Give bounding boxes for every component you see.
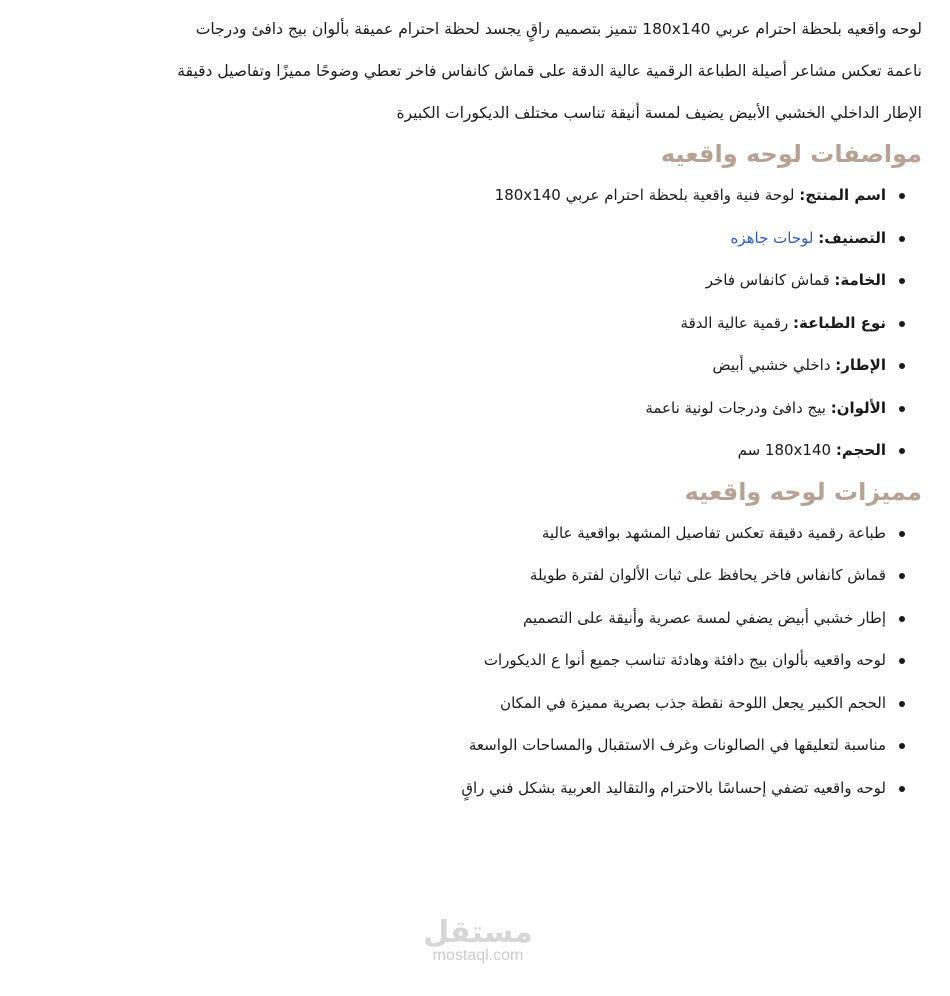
bullet-icon	[899, 448, 905, 454]
bullet-icon	[899, 278, 905, 284]
features-list	[30, 512, 922, 810]
spec-label: الإطار:	[835, 356, 886, 374]
spec-value: 180x140 سم	[737, 441, 836, 459]
feature-item	[30, 554, 910, 597]
watermark-arabic: مستقل	[423, 915, 533, 950]
intro-line: لوحه واقعيه بلحظة احترام عربي 180x140 تتميز بتصميم راقٍ يجسد لحظة احترام عميقة بألوان بيج دافئ ودرجات	[195, 20, 922, 38]
bullet-icon	[899, 363, 905, 369]
bullet-icon	[899, 701, 905, 707]
bullet-icon	[899, 616, 905, 622]
feature-item	[30, 724, 910, 767]
specs-heading: مواصفات لوحه واقعيه	[660, 140, 922, 168]
intro-paragraph	[30, 0, 922, 134]
feature-item	[30, 512, 910, 555]
spec-label: الحجم:	[835, 441, 886, 459]
spec-value: بيج دافئ ودرجات لونية ناعمة	[645, 398, 831, 417]
spec-item-print-type	[30, 302, 910, 345]
bullet-icon	[899, 193, 905, 199]
spec-item-product-name	[30, 174, 910, 217]
bullet-icon	[899, 406, 905, 412]
bullet-icon	[899, 658, 905, 664]
feature-item	[30, 639, 910, 682]
spec-item-category	[30, 217, 910, 260]
bullet-icon	[899, 573, 905, 579]
feature-item	[30, 767, 910, 810]
specs-list	[30, 174, 922, 472]
intro-line: الإطار الداخلي الخشبي الأبيض يضيف لمسة أنيقة تناسب مختلف الديكورات الكبيرة	[396, 104, 922, 122]
spec-value: رقمية عالية الدقة	[680, 313, 793, 332]
spec-label: نوع الطباعة:	[793, 313, 886, 332]
feature-text: إطار خشبي أبيض يضفي لمسة عصرية وأنيقة على التصميم	[523, 608, 886, 627]
spec-item-size	[30, 429, 910, 472]
bullet-icon	[899, 321, 905, 327]
spec-value: لوحة فنية واقعية بلحظة احترام عربي 180x140	[494, 186, 800, 204]
spec-label: اسم المنتج:	[799, 186, 886, 204]
spec-label: الألوان:	[830, 398, 886, 417]
bullet-icon	[899, 786, 905, 792]
bullet-icon	[899, 236, 905, 242]
spec-value: قماش كانفاس فاخر	[705, 271, 835, 289]
feature-item	[30, 682, 910, 725]
spec-item-colors	[30, 387, 910, 430]
feature-text: لوحه واقعيه بألوان بيج دافئة وهادئة تناسب جميع أنوا ع الديكورات	[483, 651, 886, 669]
feature-text: الحجم الكبير يجعل اللوحة نقطة جذب بصرية مميزة في المكان	[500, 693, 886, 712]
features-heading: مميزات لوحه واقعيه	[684, 477, 922, 506]
spec-label: التصنيف:	[818, 228, 886, 247]
bullet-icon	[899, 531, 905, 537]
spec-value: داخلي خشبي أبيض	[712, 356, 836, 374]
spec-item-frame	[30, 344, 910, 387]
feature-text: لوحه واقعيه تضفي إحساسًا بالاحترام والتقاليد العربية بشكل فني راقٍ	[461, 778, 886, 797]
spec-item-material	[30, 259, 910, 302]
feature-text: طباعة رقمية دقيقة تعكس تفاصيل المشهد بواقعية عالية	[541, 523, 886, 542]
feature-text: قماش كانفاس فاخر يحافظ على ثبات الألوان لفترة طويلة	[529, 566, 886, 584]
watermark-latin: mostaql.com	[432, 947, 524, 964]
feature-item	[30, 597, 910, 640]
feature-text: مناسبة لتعليقها في الصالونات وغرف الاستقبال والمساحات الواسعة	[468, 736, 886, 754]
intro-line: ناعمة تعكس مشاعر أصيلة الطباعة الرقمية عالية الدقة على قماش كانفاس فاخر تعطي وضوحًا مميزًا وتفاصيل دقيقة	[177, 62, 922, 80]
spec-label: الخامة:	[834, 271, 886, 289]
category-link[interactable]: لوحات جاهزه	[730, 228, 814, 247]
bullet-icon	[899, 743, 905, 749]
